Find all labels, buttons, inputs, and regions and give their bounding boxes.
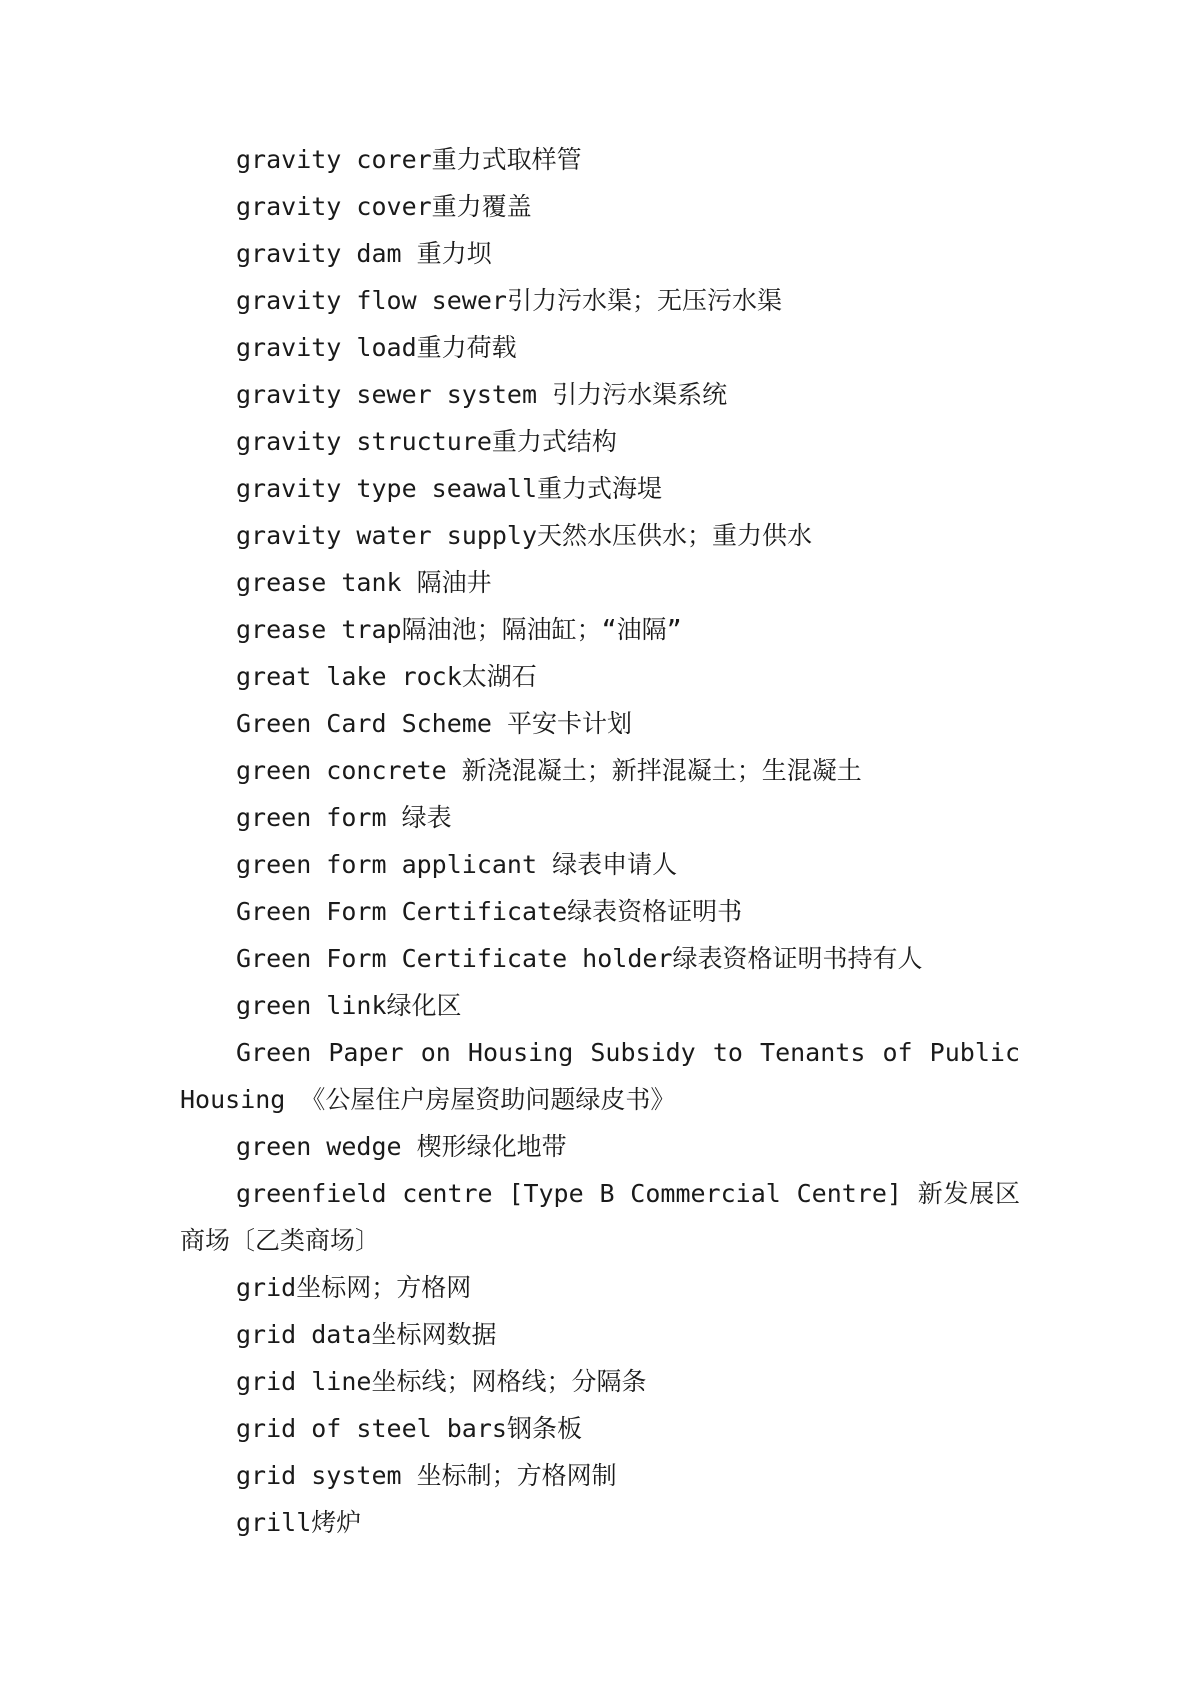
entry-term: green link (236, 991, 387, 1020)
entry-term: gravity cover (236, 192, 432, 221)
glossary-entry (180, 1452, 1020, 1499)
entry-definition: 《公屋住户房屋资助问题绿皮书》 (300, 1085, 676, 1114)
entry-definition: 重力式海堤 (537, 474, 663, 503)
entry-separator (402, 1132, 417, 1161)
entry-definition: 重力坝 (416, 239, 492, 268)
glossary-entry (180, 277, 1020, 324)
entry-definition: 坐标网数据 (371, 1320, 497, 1349)
entry-definition: 隔油池；隔油缸；“油隔” (401, 615, 682, 644)
entry-definition: 绿表申请人 (552, 850, 678, 879)
entry-term: grid data (236, 1320, 372, 1349)
entry-definition: 钢条板 (506, 1414, 582, 1443)
glossary-entry (180, 1123, 1020, 1170)
entry-term: grid (236, 1273, 297, 1302)
entry-definition: 天然水压供水；重力供水 (537, 521, 813, 550)
entry-separator (387, 803, 402, 832)
glossary-entry (180, 230, 1020, 277)
entry-separator (447, 756, 462, 785)
entry-term: grid of steel bars (236, 1414, 507, 1443)
entry-separator (402, 568, 417, 597)
entry-definition: 绿表资格证明书持有人 (672, 944, 923, 973)
entry-separator (402, 239, 417, 268)
entry-term: gravity water supply (236, 521, 538, 550)
glossary-entry (180, 1264, 1020, 1311)
entry-separator (285, 1085, 300, 1114)
entry-definition: 重力式取样管 (431, 145, 582, 174)
entry-term: gravity structure (236, 427, 492, 456)
entry-definition: 隔油井 (416, 568, 492, 597)
entry-term: gravity type seawall (236, 474, 538, 503)
glossary-entry (180, 1499, 1020, 1546)
entry-term: gravity load (236, 333, 417, 362)
entry-definition: 太湖石 (461, 662, 537, 691)
glossary-entry (180, 136, 1020, 183)
glossary-entry (180, 324, 1020, 371)
entry-definition: 重力式结构 (491, 427, 617, 456)
entry-definition: 重力荷载 (416, 333, 517, 362)
entry-term: grid line (236, 1367, 372, 1396)
glossary-entry (180, 371, 1020, 418)
entry-separator (492, 709, 507, 738)
glossary-entry (180, 841, 1020, 888)
glossary-entry (180, 935, 1020, 982)
entry-definition: 坐标网；方格网 (296, 1273, 472, 1302)
glossary-entry (180, 1405, 1020, 1452)
entry-term: grease trap (236, 615, 402, 644)
glossary-entry (180, 1170, 1020, 1264)
glossary-entry (180, 700, 1020, 747)
entry-term: gravity dam (236, 239, 402, 268)
glossary-entry (180, 1029, 1020, 1123)
entry-term: gravity corer (236, 145, 432, 174)
entry-definition: 楔形绿化地带 (416, 1132, 567, 1161)
glossary-entry (180, 1358, 1020, 1405)
entry-term: grill (236, 1508, 312, 1537)
entry-definition: 坐标线；网格线；分隔条 (371, 1367, 647, 1396)
glossary-entry (180, 982, 1020, 1029)
glossary-entry (180, 512, 1020, 559)
entry-definition: 重力覆盖 (431, 192, 532, 221)
entry-term: great lake rock (236, 662, 462, 691)
entry-term: green form applicant (236, 850, 538, 879)
entry-separator (537, 380, 552, 409)
glossary-entry (180, 418, 1020, 465)
glossary-entry (180, 559, 1020, 606)
entry-term: grease tank (236, 568, 402, 597)
entry-term: Green Card Scheme (236, 709, 492, 738)
entry-definition: 绿表 (401, 803, 452, 832)
glossary-entry (180, 183, 1020, 230)
entry-term: grid system (236, 1461, 402, 1490)
glossary-entry (180, 888, 1020, 935)
entry-term: green wedge (236, 1132, 402, 1161)
entry-term: Green Form Certificate (236, 897, 568, 926)
entry-definition: 平安卡计划 (506, 709, 632, 738)
glossary-list (180, 136, 1020, 1546)
entry-term: gravity sewer system (236, 380, 538, 409)
entry-term: Green Paper on Housing Subsidy to Tenants of Public Housing (180, 1038, 1020, 1114)
glossary-entry (180, 465, 1020, 512)
entry-term: Green Form Certificate holder (236, 944, 673, 973)
entry-definition: 烤炉 (311, 1508, 362, 1537)
entry-term: gravity flow sewer (236, 286, 507, 315)
entry-term: green concrete (236, 756, 447, 785)
glossary-entry (180, 794, 1020, 841)
glossary-entry (180, 1311, 1020, 1358)
entry-definition: 坐标制；方格网制 (416, 1461, 617, 1490)
entry-definition: 新发展区商场〔乙类商场〕 (180, 1179, 1020, 1255)
entry-separator (402, 1461, 417, 1490)
entry-definition: 引力污水渠；无压污水渠 (506, 286, 782, 315)
entry-separator (537, 850, 552, 879)
entry-definition: 绿化区 (386, 991, 462, 1020)
entry-definition: 新浇混凝土；新拌混凝土；生混凝土 (461, 756, 862, 785)
entry-term: greenfield centre [Type B Commercial Centre] (236, 1179, 902, 1208)
entry-term: green form (236, 803, 387, 832)
entry-separator (902, 1179, 918, 1208)
glossary-entry (180, 653, 1020, 700)
glossary-entry (180, 606, 1020, 653)
entry-definition: 绿表资格证明书 (567, 897, 743, 926)
entry-definition: 引力污水渠系统 (552, 380, 728, 409)
glossary-entry (180, 747, 1020, 794)
